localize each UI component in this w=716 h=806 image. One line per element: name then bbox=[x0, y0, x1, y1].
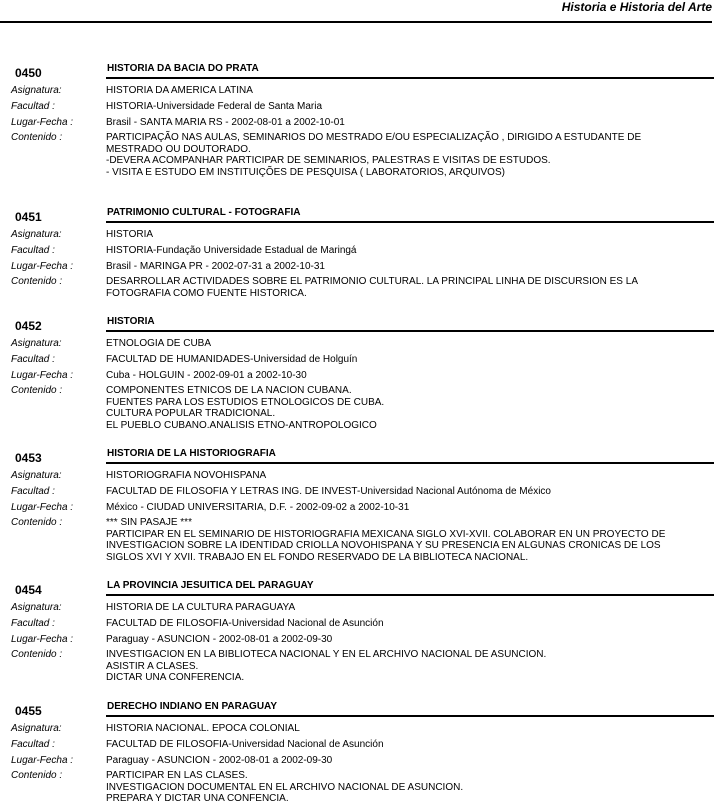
entry-code: 0450 bbox=[15, 66, 42, 80]
field-value-lugar-fecha: México - CIUDAD UNIVERSITARIA, D.F. - 2002-09-02 a 2002-10-31 bbox=[106, 502, 410, 513]
field-value-asignatura: ETNOLOGIA DE CUBA bbox=[106, 338, 212, 349]
contenido-line: INVESTIGACION EN LA BIBLIOTECA NACIONAL Y EN EL ARCHIVO NACIONAL DE ASUNCION. bbox=[106, 649, 547, 660]
field-value-asignatura: HISTORIA DA AMERICA LATINA bbox=[106, 85, 253, 96]
field-value-facultad: HISTORIA-Fundação Universidade Estadual de Maringá bbox=[106, 245, 357, 256]
entry-title-divider bbox=[106, 77, 714, 79]
field-label-asignatura: Asignatura: bbox=[11, 229, 62, 240]
field-label-asignatura: Asignatura: bbox=[11, 723, 62, 734]
entry-title: HISTORIA bbox=[107, 316, 155, 327]
field-value-lugar-fecha: Paraguay - ASUNCION - 2002-08-01 a 2002-09-30 bbox=[106, 634, 333, 645]
field-value-facultad: HISTORIA-Universidade Federal de Santa Maria bbox=[106, 101, 323, 112]
contenido-line: DESARROLLAR ACTIVIDADES SOBRE EL PATRIMONIO CULTURAL. LA PRINCIPAL LINHA DE DISCURSION ES LA bbox=[106, 276, 638, 287]
field-value-facultad: FACULTAD DE FILOSOFIA-Universidad Nacional de Asunción bbox=[106, 618, 384, 629]
contenido-line: -DEVERA ACOMPANHAR PARTICIPAR DE SEMINARIOS, PALESTRAS E VISITAS DE ESTUDOS. bbox=[106, 155, 551, 166]
entry-title: PATRIMONIO CULTURAL - FOTOGRAFIA bbox=[107, 207, 301, 218]
field-label-lugar-fecha: Lugar-Fecha : bbox=[11, 502, 74, 513]
field-value-lugar-fecha: Cuba - HOLGUIN - 2002-09-01 a 2002-10-30 bbox=[106, 370, 307, 381]
field-label-facultad: Facultad : bbox=[11, 486, 55, 497]
field-value-contenido bbox=[106, 385, 712, 431]
contenido-line: FUENTES PARA LOS ESTUDIOS ETNOLOGICOS DE CUBA. bbox=[106, 396, 385, 408]
field-label-asignatura: Asignatura: bbox=[11, 85, 62, 96]
entry-code: 0454 bbox=[15, 583, 42, 597]
contenido-line: INVESTIGACION SOBRE LA IDENTIDAD CRIOLLA NOVOHISPANA Y SU PRESENCIA EN ALGUNAS CRONICAS DE LOS bbox=[106, 540, 661, 551]
page-header-title: Historia e Historia del Arte bbox=[561, 0, 712, 14]
contenido-line: FOTOGRAFIA COMO FUENTE HISTORICA. bbox=[106, 287, 307, 299]
field-label-asignatura: Asignatura: bbox=[11, 470, 62, 481]
contenido-line: SIGLOS XVI Y XVII. TRABAJO EN EL FONDO RESERVADO DE LA BIBLIOTECA NACIONAL. bbox=[106, 551, 529, 563]
field-label-contenido: Contenido : bbox=[11, 770, 63, 781]
field-value-lugar-fecha: Brasil - SANTA MARIA RS - 2002-08-01 a 2002-10-01 bbox=[106, 117, 345, 128]
field-value-contenido bbox=[106, 276, 712, 299]
entry-title: HISTORIA DA BACIA DO PRATA bbox=[107, 63, 259, 74]
field-value-contenido bbox=[106, 517, 712, 563]
contenido-line: PARTICIPAR EN EL SEMINARIO DE HISTORIOGRAFIA MEXICANA SIGLO XVI-XVII. COLABORAR EN UN PROYECTO DE bbox=[106, 528, 666, 540]
contenido-line: COMPONENTES ETNICOS DE LA NACION CUBANA. bbox=[106, 385, 352, 396]
field-value-facultad: FACULTAD DE FILOSOFIA Y LETRAS ING. DE INVEST-Universidad Nacional Autónoma de México bbox=[106, 486, 551, 497]
contenido-line: MESTRADO OU DOUTORADO. bbox=[106, 143, 251, 155]
field-value-facultad: FACULTAD DE HUMANIDADES-Universidad de Holguín bbox=[106, 354, 358, 365]
entry-title-divider bbox=[106, 330, 714, 332]
entry-code: 0453 bbox=[15, 451, 42, 465]
field-value-contenido bbox=[106, 770, 712, 805]
entry-title: HISTORIA DE LA HISTORIOGRAFIA bbox=[107, 448, 276, 459]
contenido-line: INVESTIGACION DOCUMENTAL EN EL ARCHIVO NACIONAL DE ASUNCION. bbox=[106, 781, 464, 793]
field-label-asignatura: Asignatura: bbox=[11, 338, 62, 349]
field-value-contenido bbox=[106, 132, 712, 178]
field-label-contenido: Contenido : bbox=[11, 385, 63, 396]
field-label-lugar-fecha: Lugar-Fecha : bbox=[11, 370, 74, 381]
contenido-line: PREPARA Y DICTAR UNA CONFENCIA. bbox=[106, 793, 289, 804]
field-label-facultad: Facultad : bbox=[11, 739, 55, 750]
contenido-line: DICTAR UNA CONFERENCIA. bbox=[106, 672, 245, 683]
field-label-facultad: Facultad : bbox=[11, 245, 55, 256]
contenido-line: ASISTIR A CLASES. bbox=[106, 660, 199, 672]
field-label-lugar-fecha: Lugar-Fecha : bbox=[11, 755, 74, 766]
contenido-line: CULTURA POPULAR TRADICIONAL. bbox=[106, 408, 276, 419]
field-label-lugar-fecha: Lugar-Fecha : bbox=[11, 117, 74, 128]
contenido-line: PARTICIPAR EN LAS CLASES. bbox=[106, 770, 248, 781]
field-value-asignatura: HISTORIA NACIONAL. EPOCA COLONIAL bbox=[106, 723, 300, 734]
entry-title: DERECHO INDIANO EN PARAGUAY bbox=[107, 701, 278, 712]
field-value-asignatura: HISTORIOGRAFIA NOVOHISPANA bbox=[106, 470, 267, 481]
field-label-facultad: Facultad : bbox=[11, 354, 55, 365]
contenido-line: EL PUEBLO CUBANO.ANALISIS ETNO-ANTROPOLOGICO bbox=[106, 419, 377, 431]
entry-code: 0451 bbox=[15, 210, 42, 224]
contenido-line: *** SIN PASAJE *** bbox=[106, 517, 192, 528]
field-label-contenido: Contenido : bbox=[11, 276, 63, 287]
field-value-lugar-fecha: Paraguay - ASUNCION - 2002-08-01 a 2002-09-30 bbox=[106, 755, 333, 766]
entry-title-divider bbox=[106, 715, 714, 717]
field-value-asignatura: HISTORIA DE LA CULTURA PARAGUAYA bbox=[106, 602, 296, 613]
entry-code: 0455 bbox=[15, 704, 42, 718]
entry-title-divider bbox=[106, 221, 714, 223]
contenido-line: PARTICIPAÇÃO NAS AULAS, SEMINARIOS DO MESTRADO E/OU ESPECIALIZAÇÃO , DIRIGIDO A ESTUDANTE DE bbox=[106, 132, 642, 143]
field-label-contenido: Contenido : bbox=[11, 517, 63, 528]
field-label-lugar-fecha: Lugar-Fecha : bbox=[11, 634, 74, 645]
field-value-facultad: FACULTAD DE FILOSOFIA-Universidad Nacional de Asunción bbox=[106, 739, 384, 750]
field-value-lugar-fecha: Brasil - MARINGA PR - 2002-07-31 a 2002-10-31 bbox=[106, 261, 325, 272]
header-divider bbox=[0, 21, 712, 23]
field-value-asignatura: HISTORIA bbox=[106, 229, 154, 240]
field-value-contenido bbox=[106, 649, 712, 684]
contenido-line: - VISITA E ESTUDO EM INSTITUIÇÕES DE PESQUISA ( LABORATORIOS, ARQUIVOS) bbox=[106, 166, 505, 178]
entry-title: LA PROVINCIA JESUITICA DEL PARAGUAY bbox=[107, 580, 314, 591]
field-label-facultad: Facultad : bbox=[11, 618, 55, 629]
field-label-facultad: Facultad : bbox=[11, 101, 55, 112]
field-label-lugar-fecha: Lugar-Fecha : bbox=[11, 261, 74, 272]
entry-title-divider bbox=[106, 594, 714, 596]
entry-code: 0452 bbox=[15, 319, 42, 333]
field-label-contenido: Contenido : bbox=[11, 649, 63, 660]
entry-title-divider bbox=[106, 462, 714, 464]
field-label-contenido: Contenido : bbox=[11, 132, 63, 143]
field-label-asignatura: Asignatura: bbox=[11, 602, 62, 613]
